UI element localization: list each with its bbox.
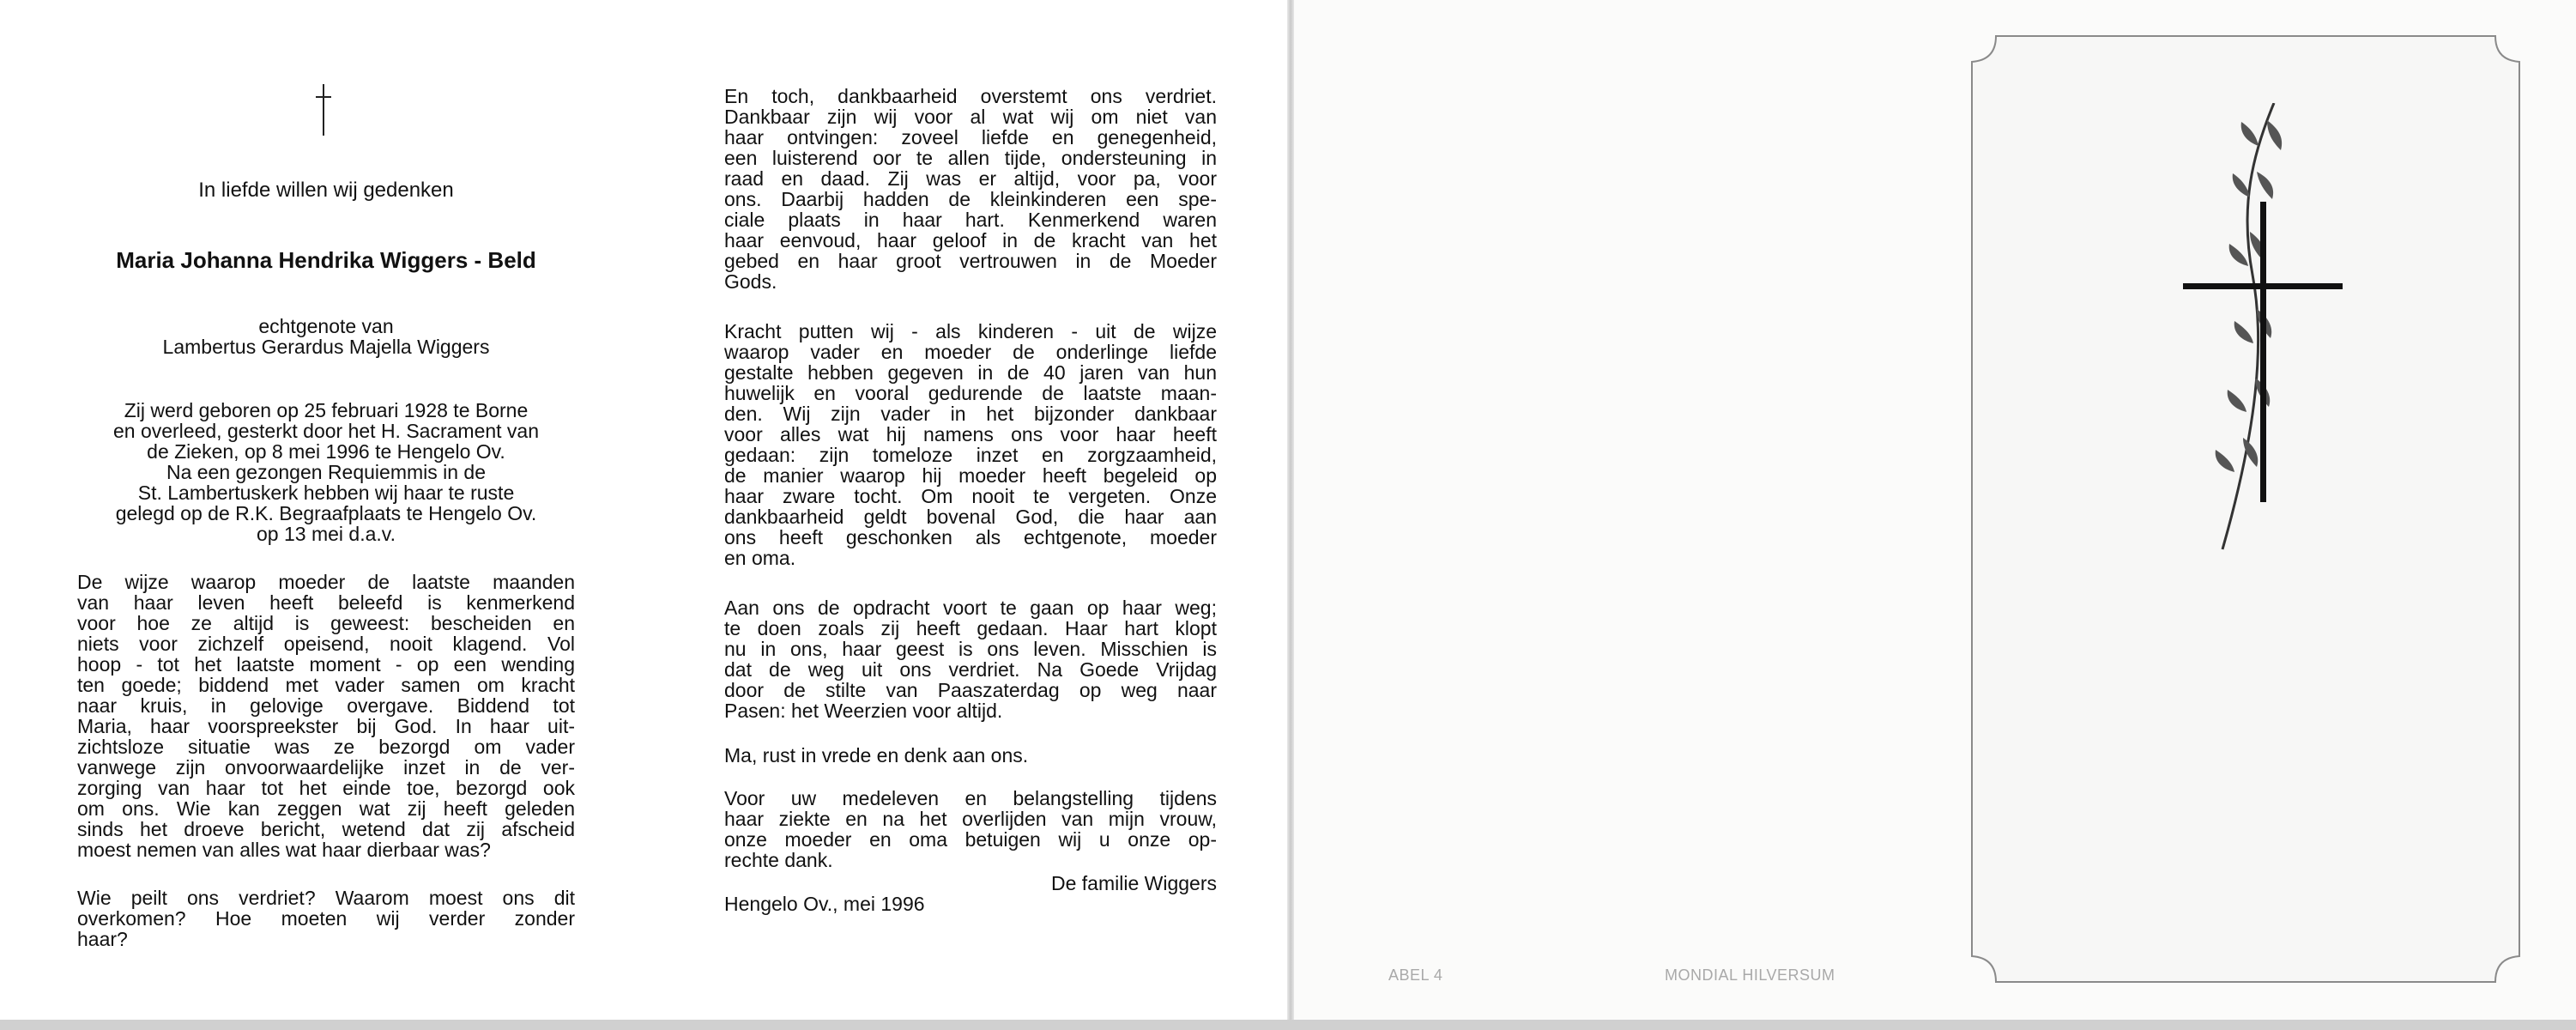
text-line: naar kruis, in gelovige overgave. Biddend tot [77,694,575,717]
text-line: haar eenvoud, haar geloof in de kracht van het [724,229,1217,251]
text-line: niets voor zichzelf opeisend, nooit klagend. Vol [77,633,575,655]
birth-line: St. Lambertuskerk hebben wij haar te ruste [137,482,515,504]
text-line: gestalte hebben gegeven in de 40 jaren van hun [724,361,1217,384]
text-line: haar? [77,928,128,950]
birth-line: de Zieken, op 8 mei 1996 te Hengelo Ov. [147,440,505,463]
paragraph-3 [724,86,1217,292]
signature: De familie Wiggers [1051,872,1217,894]
paragraph-6 [724,745,1217,766]
spouse-line: echtgenote van [258,315,394,337]
printer-code: ABEL 4 [1388,966,1443,984]
text-line: voor alles wat hij namens ons voor haar heeft [724,423,1217,445]
deceased-name: Maria Johanna Hendrika Wiggers - Beld [116,247,536,273]
paragraph-7 [724,788,1217,870]
text-line: en oma. [724,547,796,569]
text-line: waarop vader en moeder de onderlinge liefde [724,341,1217,363]
text-line: gebed en haar groot vertrouwen in de Moeder [724,250,1217,272]
text-line: den. Wij zijn vader in het bijzonder dankbaar [724,403,1217,425]
text-line: Pasen: het Weerzien voor altijd. [724,700,1003,722]
text-line: van haar leven heeft beleefd is kenmerkend [77,591,575,614]
text-line: om ons. Wie kan zeggen wat zij heeft geleden [77,797,575,820]
page-fold [1287,0,1294,1020]
birth-line: gelegd op de R.K. Begraafplaats te Hengelo Ov. [115,502,537,524]
text-line: raad en daad. Zij was er altijd, voor pa, voor [724,167,1217,190]
text-line: Aan ons de opdracht voort te gaan op haar weg; [724,597,1217,619]
text-line: een luisterend oor te allen tijde, ondersteuning in [724,147,1217,169]
paragraph-1 [77,572,575,860]
text-line: moest nemen van alles wat haar dierbaar was? [77,839,491,861]
text-line: Maria, haar voorspreekster bij God. In haar uit- [77,715,575,737]
text-line: ten goede; biddend met vader samen om kracht [77,674,575,696]
text-line: Dankbaar zijn wij voor al wat wij om niet van [724,106,1217,128]
paragraph-2 [77,888,575,949]
text-line: Gods. [724,270,777,293]
text-line: Wie peilt ons verdriet? Waarom moest ons dit [77,887,575,909]
birth-line: Na een gezongen Requiemmis in de [166,461,487,483]
text-line: huwelijk en vooral gedurende de laatste maan- [724,382,1217,404]
text-line: sinds het droeve bericht, wetend dat zij afscheid [77,818,575,840]
text-line: overkomen? Hoe moeten wij verder zonder [77,907,575,930]
intro-text: In liefde willen wij gedenken [198,179,454,202]
text-line: zorging van haar tot het einde toe, bezorgd ook [77,777,575,799]
paragraph-4 [724,321,1217,568]
spouse-line: Lambertus Gerardus Majella Wiggers [162,336,490,358]
text-line: dankbaarheid geldt bovenal God, die haar aan [724,506,1217,528]
printer-name: MONDIAL HILVERSUM [1665,966,1835,984]
text-line: haar ziekte en na het overlijden van mijn vrouw, [724,808,1217,830]
cross-with-palm-branch-icon [2171,103,2360,558]
text-line: haar ontvingen: zoveel liefde en genegenheid, [724,126,1217,148]
text-line: voor hoe ze altijd is geweest: bescheiden en [77,612,575,634]
text-line: ons. Daarbij hadden de kleinkinderen een spe- [724,188,1217,210]
text-line: rechte dank. [724,849,833,871]
text-line: ons heeft geschonken als echtgenote, moeder [724,526,1217,548]
scan-bottom-edge [0,1020,2576,1030]
text-line: Voor uw medeleven en belangstelling tijdens [724,787,1217,809]
small-cross-icon [314,84,335,136]
birth-line: en overleed, gesterkt door het H. Sacrament van [112,420,540,442]
text-line: hoop - tot het laatste moment - op een wending [77,653,575,676]
text-line: te doen zoals zij heeft gedaan. Haar hart klopt [724,617,1217,639]
text-line: Ma, rust in vrede en denk aan ons. [724,744,1029,766]
paragraph-5 [724,597,1217,721]
text-line: haar zware tocht. Om nooit te vergeten. Onze [724,485,1217,507]
text-line: nu in ons, haar geest is ons leven. Misschien is [724,638,1217,660]
birth-line: Zij werd geboren op 25 februari 1928 te Borne [124,399,529,421]
spouse-block [77,316,575,357]
text-line: onze moeder en oma betuigen wij u onze op- [724,828,1217,851]
place-date: Hengelo Ov., mei 1996 [724,893,925,915]
text-line: Kracht putten wij - als kinderen - uit de wijze [724,320,1217,342]
text-line: zichtsloze situatie was ze bezorgd om vader [77,736,575,758]
text-line: En toch, dankbaarheid overstemt ons verdriet. [724,85,1217,107]
text-line: gedaan: zijn tomeloze inzet en zorgzaamheid, [724,444,1217,466]
text-line: vanwege zijn onvoorwaardelijke inzet in de ver- [77,756,575,779]
birth-line: op 13 mei d.a.v. [257,523,396,545]
text-line: dat de weg uit ons verdriet. Na Goede Vrijdag [724,658,1217,681]
text-line: door de stilte van Paaszaterdag op weg naar [724,679,1217,701]
birth-death-block [77,400,575,544]
text-line: ciale plaats in haar hart. Kenmerkend waren [724,209,1217,231]
text-line: de manier waarop hij moeder heeft begeleid op [724,464,1217,487]
text-line: De wijze waarop moeder de laatste maanden [77,571,575,593]
